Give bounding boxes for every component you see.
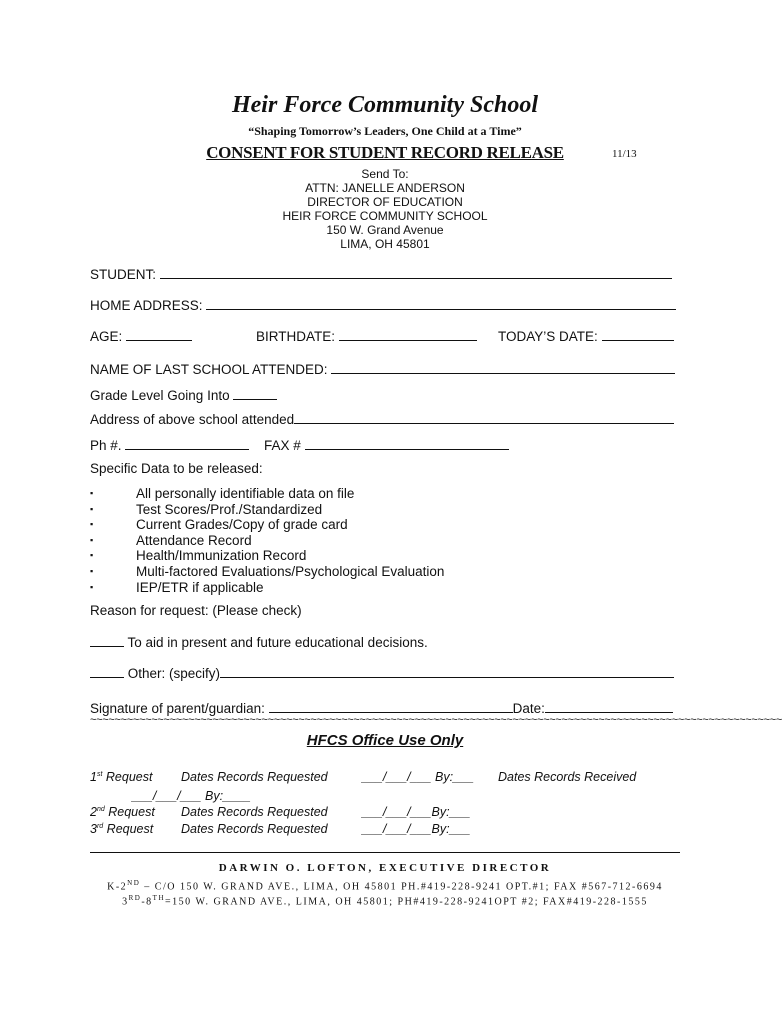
second-dates-requested: Dates Records Requested (181, 805, 328, 819)
reason-check-blank[interactable] (90, 634, 124, 647)
todays-date-field (498, 328, 674, 344)
footer-k2-address: K-2ND – C/O 150 W. GRAND AVE., LIMA, OH 45801 PH.#419-228-9241 OPT.#1; FAX #567-712-6694 (107, 879, 663, 893)
dates-received-label: Dates Records Received (498, 770, 637, 784)
age-field (90, 328, 192, 344)
first-date-blank[interactable]: ___/___/___ By:___ (362, 770, 474, 784)
form-version: 11/13 (612, 148, 637, 160)
student-blank[interactable] (160, 266, 672, 279)
form-title: CONSENT FOR STUDENT RECORD RELEASE (206, 143, 564, 162)
send-to-line: LIMA, OH 45801 (340, 237, 430, 251)
date-label: Date: (512, 701, 545, 716)
send-to-line: ATTN: JANELLE ANDERSON (305, 181, 465, 195)
tilde-divider: ~~~~~~~~~~~~~~~~~~~~~~~~~~~~~~~~~~~~~~~~~~~~~~~~~~~~~~~~~~~~~~~~~~~~~~~~~~~~~~~~~~~~~~~~~~~~~~~~~~~~~~~~~~~~~~~~~ (90, 714, 782, 726)
signature-blank[interactable] (269, 700, 513, 713)
todays-date-blank[interactable] (602, 328, 674, 341)
footer-divider (90, 852, 680, 853)
third-request-label: 3rd Request (90, 822, 154, 836)
third-dates-requested: Dates Records Requested (181, 822, 328, 836)
grade-level-label: Grade Level Going Into (90, 388, 230, 403)
birthdate-label: BIRTHDATE: (256, 329, 336, 344)
send-to-line: DIRECTOR OF EDUCATION (307, 195, 463, 209)
fax-field (264, 437, 509, 453)
other-specify-blank[interactable] (220, 665, 674, 678)
birthdate-field (256, 328, 477, 344)
student-field (90, 266, 672, 282)
school-motto: “Shaping Tomorrow’s Leaders, One Child at a Time” (248, 124, 522, 138)
reason-check-blank[interactable] (90, 665, 124, 678)
office-use-heading: HFCS Office Use Only (306, 732, 464, 749)
grade-level-field (90, 388, 277, 403)
first-request-label: 1st Request (90, 770, 153, 784)
school-name: Heir Force Community School (231, 92, 539, 118)
age-label: AGE: (90, 329, 123, 344)
second-date-blank[interactable]: ___/___/___By:___ (362, 805, 471, 819)
phone-blank[interactable] (125, 437, 249, 450)
grade-level-blank[interactable] (233, 391, 277, 400)
bullet-icon: ▪ (90, 565, 94, 576)
send-to-line: Send To: (361, 167, 409, 181)
last-school-field (90, 361, 675, 377)
send-to-address (0, 167, 770, 251)
home-address-blank[interactable] (206, 297, 676, 310)
executive-director: DARWIN O. LOFTON, EXECUTIVE DIRECTOR (218, 862, 552, 874)
home-address-label: HOME ADDRESS: (90, 298, 203, 313)
reason-option-educational (90, 634, 428, 650)
last-school-label: NAME OF LAST SCHOOL ATTENDED: (90, 362, 328, 377)
last-school-blank[interactable] (331, 361, 675, 374)
third-date-blank[interactable]: ___/___/___By:___ (362, 822, 471, 836)
fax-blank[interactable] (305, 437, 509, 450)
bullet-icon: ▪ (90, 519, 94, 530)
phone-field (90, 437, 249, 453)
home-address-field (90, 297, 676, 313)
received-date-blank[interactable]: ___/___/___ By:____ (132, 789, 251, 803)
signature-label: Signature of parent/guardian: (90, 701, 265, 716)
reason-option-label: Other: (specify) (127, 666, 221, 681)
todays-date-label: TODAY’S DATE: (498, 329, 598, 344)
specific-data-label: Specific Data to be released: (90, 461, 263, 476)
reason-option-label: To aid in present and future educational decisions. (127, 635, 428, 650)
reason-heading: Reason for request: (Please check) (90, 603, 302, 618)
school-address-blank[interactable] (294, 411, 674, 424)
bullet-icon: ▪ (90, 581, 94, 592)
second-request-label: 2nd Request (90, 805, 155, 819)
age-blank[interactable] (126, 328, 192, 341)
bullet-icon: ▪ (90, 550, 94, 561)
school-address-field (90, 411, 674, 427)
bullet-icon: ▪ (90, 534, 94, 545)
birthdate-blank[interactable] (339, 328, 477, 341)
reason-option-other (90, 665, 674, 681)
footer-38-address: 3RD-8TH=150 W. GRAND AVE., LIMA, OH 45801; PH#419-228-9241OPT #2; FAX#419-228-1555 (122, 894, 648, 908)
signature-date-blank[interactable] (545, 700, 673, 713)
phone-label: Ph #. (90, 438, 122, 453)
bullet-icon: ▪ (90, 488, 94, 498)
send-to-line: 150 W. Grand Avenue (326, 223, 444, 237)
student-label: STUDENT: (90, 267, 157, 282)
send-to-line: HEIR FORCE COMMUNITY SCHOOL (282, 209, 488, 223)
bullet-icon: ▪ (90, 503, 94, 514)
fax-label: FAX # (264, 438, 301, 453)
school-address-label: Address of above school attended (90, 412, 295, 427)
first-dates-requested: Dates Records Requested (181, 770, 328, 784)
